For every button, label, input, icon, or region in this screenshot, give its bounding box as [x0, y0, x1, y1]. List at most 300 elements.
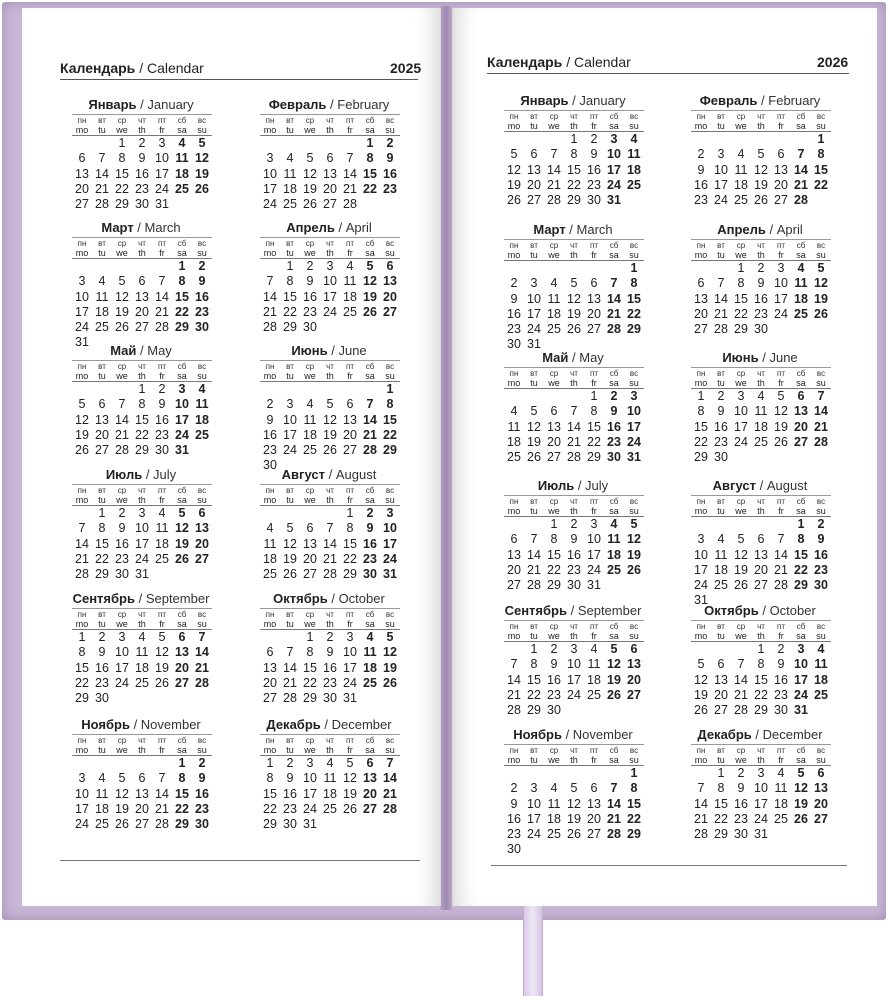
- day-cell: 13: [714, 672, 728, 687]
- month-day-grid: [504, 620, 644, 718]
- day-cell: 16: [383, 166, 397, 181]
- day-cell: 14: [363, 412, 377, 427]
- day-cell: 10: [75, 289, 89, 304]
- weekday-label-en: th: [320, 495, 340, 506]
- day-cell: 1: [590, 389, 598, 403]
- day-cell: 14: [283, 660, 297, 675]
- day-cell: 22: [754, 687, 768, 702]
- day-cell: 22: [814, 177, 828, 192]
- day-cell: 4: [346, 259, 354, 273]
- day-cell: 14: [195, 645, 209, 660]
- day-cell: 19: [343, 786, 357, 801]
- month-title: [685, 221, 835, 239]
- day-cell: 2: [326, 630, 334, 644]
- day-cell: 5: [630, 517, 638, 531]
- day-cell-empty: [320, 506, 340, 521]
- day-cell: 1: [630, 261, 638, 275]
- day-cell: 11: [95, 786, 109, 801]
- month-name-separator: /: [134, 591, 146, 606]
- weekday-label-ru: вс: [192, 360, 212, 371]
- weekday-label-ru: чт: [320, 484, 340, 495]
- day-cell: 20: [794, 419, 808, 434]
- day-cell: 8: [138, 397, 146, 412]
- day-cell: 3: [717, 147, 725, 162]
- weekday-label-ru: чт: [132, 237, 152, 248]
- day-cell: 20: [754, 562, 768, 577]
- day-cell: 31: [694, 593, 708, 608]
- day-cell: 10: [527, 291, 541, 306]
- day-cell: 15: [303, 660, 317, 675]
- day-cell: 2: [198, 259, 206, 273]
- day-cell: 22: [567, 177, 581, 192]
- day-cell: 24: [155, 181, 169, 196]
- day-cell: 1: [386, 382, 394, 396]
- day-cell: 27: [794, 434, 808, 449]
- month-name-separator: /: [568, 350, 580, 365]
- weekday-label-en: su: [624, 631, 644, 642]
- weekday-label-en: tu: [92, 619, 112, 630]
- day-cell: 21: [95, 181, 109, 196]
- weekday-label-en: sa: [791, 631, 811, 642]
- day-cell: 10: [754, 781, 768, 796]
- weekday-label-ru: сб: [791, 239, 811, 250]
- day-cell: 14: [507, 672, 521, 687]
- day-cell: 3: [158, 136, 166, 150]
- weekday-label-ru: ср: [731, 744, 751, 755]
- day-cell-empty: [260, 506, 280, 521]
- day-cell: 9: [158, 397, 166, 412]
- weekday-label-ru: вс: [380, 360, 400, 371]
- day-cell: 4: [737, 147, 745, 162]
- day-cell: 26: [754, 193, 768, 208]
- month-block-may: [66, 342, 216, 458]
- day-cell: 16: [607, 419, 621, 434]
- month-day-grid: [260, 237, 400, 335]
- day-cell: 11: [303, 412, 317, 427]
- day-cell: 30: [754, 322, 768, 337]
- day-cell-empty: [751, 132, 771, 147]
- weekday-label-ru: пн: [72, 360, 92, 371]
- day-cell: 4: [550, 276, 558, 291]
- month-name-en: September: [145, 591, 210, 606]
- day-cell: 29: [343, 567, 357, 582]
- day-cell: 17: [587, 547, 601, 562]
- weekday-label-en: we: [300, 371, 320, 382]
- weekday-label-en: tu: [280, 619, 300, 630]
- day-cell: 9: [118, 521, 126, 536]
- day-cell: 14: [607, 796, 621, 811]
- month-block-september: [498, 602, 648, 718]
- month-block-july: [498, 477, 648, 593]
- weekday-label-ru: чт: [320, 734, 340, 745]
- month-block-february: [685, 92, 835, 208]
- day-cell: 5: [118, 771, 126, 786]
- day-cell: 13: [363, 771, 377, 786]
- day-cell: 14: [714, 291, 728, 306]
- day-cell: 31: [794, 703, 808, 718]
- weekday-label-en: mo: [72, 248, 92, 259]
- day-cell: 26: [507, 193, 521, 208]
- day-cell: 28: [607, 827, 621, 842]
- weekday-label-ru: пн: [504, 744, 524, 755]
- day-cell: 5: [610, 642, 618, 656]
- day-cell: 20: [694, 306, 708, 321]
- day-cell: 27: [814, 811, 828, 826]
- weekday-label-ru: ср: [544, 495, 564, 506]
- month-block-may: [498, 349, 648, 465]
- day-cell: 9: [386, 151, 394, 166]
- day-cell: 16: [135, 166, 149, 181]
- day-cell: 5: [346, 756, 354, 770]
- day-cell: 11: [195, 397, 209, 412]
- day-cell: 19: [567, 306, 581, 321]
- day-cell: 5: [386, 630, 394, 644]
- day-cell: 27: [694, 322, 708, 337]
- day-cell: 17: [175, 412, 189, 427]
- day-cell-empty: [280, 382, 300, 397]
- day-cell-empty: [584, 261, 604, 276]
- day-cell: 1: [550, 517, 558, 531]
- day-cell: 30: [774, 703, 788, 718]
- month-name-separator: /: [755, 478, 767, 493]
- day-cell: 18: [547, 811, 561, 826]
- day-cell: 6: [550, 404, 558, 419]
- day-cell: 18: [547, 306, 561, 321]
- footer-rule: [60, 860, 420, 861]
- day-cell: 30: [547, 703, 561, 718]
- day-cell: 4: [717, 532, 725, 547]
- day-cell: 12: [814, 276, 828, 291]
- day-cell: 27: [587, 827, 601, 842]
- day-cell: 13: [263, 660, 277, 675]
- day-cell: 3: [777, 261, 785, 275]
- day-cell: 12: [343, 771, 357, 786]
- day-cell-empty: [132, 756, 152, 771]
- month-name-en: February: [768, 93, 821, 108]
- month-day-grid: [504, 495, 644, 593]
- month-block-october: [685, 602, 835, 718]
- day-cell: 5: [510, 147, 518, 162]
- weekday-label-ru: сб: [604, 495, 624, 506]
- month-title: [66, 716, 216, 734]
- day-cell: 3: [697, 532, 705, 547]
- day-cell: 12: [155, 645, 169, 660]
- day-cell: 3: [346, 630, 354, 644]
- day-cell: 26: [383, 675, 397, 690]
- day-cell: 9: [266, 412, 274, 427]
- day-cell-empty: [691, 766, 711, 781]
- day-cell: 15: [547, 547, 561, 562]
- day-cell-empty: [771, 517, 791, 532]
- weekday-label-en: we: [300, 248, 320, 259]
- weekday-label-ru: вт: [92, 360, 112, 371]
- weekday-label-ru: пт: [584, 367, 604, 378]
- weekday-label-en: sa: [360, 495, 380, 506]
- day-cell: 2: [570, 517, 578, 531]
- day-cell: 28: [343, 197, 357, 212]
- day-cell: 29: [383, 443, 397, 458]
- day-cell: 28: [323, 567, 337, 582]
- day-cell: 14: [607, 291, 621, 306]
- day-cell: 8: [366, 151, 374, 166]
- weekday-label-en: su: [380, 619, 400, 630]
- day-cell: 22: [303, 675, 317, 690]
- month-name-ru: Август: [281, 467, 325, 482]
- weekday-label-ru: ср: [112, 484, 132, 495]
- weekday-label-en: fr: [584, 631, 604, 642]
- day-cell: 16: [714, 419, 728, 434]
- day-cell: 31: [175, 443, 189, 458]
- month-title: [66, 466, 216, 484]
- day-cell: 16: [587, 162, 601, 177]
- day-cell-empty: [72, 259, 92, 274]
- day-cell: 10: [343, 645, 357, 660]
- month-name-en: December: [331, 717, 392, 732]
- weekday-label-en: we: [112, 745, 132, 756]
- weekday-label-ru: пн: [72, 484, 92, 495]
- month-title: [685, 602, 835, 620]
- day-cell: 22: [263, 801, 277, 816]
- day-cell: 1: [366, 136, 374, 150]
- weekday-label-en: tu: [524, 755, 544, 766]
- day-cell: 1: [737, 261, 745, 275]
- day-cell: 27: [587, 322, 601, 337]
- weekday-label-en: th: [320, 248, 340, 259]
- day-cell: 15: [175, 786, 189, 801]
- weekday-label-ru: вс: [811, 367, 831, 378]
- weekday-label-ru: пт: [771, 110, 791, 121]
- month-block-april: [685, 221, 835, 337]
- day-cell: 21: [507, 687, 521, 702]
- day-cell: 3: [630, 389, 638, 403]
- day-cell: 21: [527, 562, 541, 577]
- weekday-label-ru: вт: [524, 744, 544, 755]
- weekday-label-ru: чт: [132, 114, 152, 125]
- day-cell: 11: [714, 547, 728, 562]
- month-title: [254, 716, 404, 734]
- weekday-label-en: sa: [360, 371, 380, 382]
- month-day-grid: [504, 239, 644, 353]
- day-cell: 13: [774, 162, 788, 177]
- weekday-label-en: th: [751, 121, 771, 132]
- day-cell: 3: [306, 756, 314, 770]
- day-cell: 25: [95, 817, 109, 832]
- weekday-label-ru: вс: [624, 495, 644, 506]
- day-cell: 11: [263, 536, 277, 551]
- month-name-ru: Декабрь: [697, 727, 752, 742]
- day-cell: 4: [266, 521, 274, 536]
- weekday-label-ru: сб: [791, 110, 811, 121]
- day-cell: 2: [737, 766, 745, 780]
- day-cell: 5: [817, 261, 825, 275]
- day-cell: 15: [587, 419, 601, 434]
- month-block-june: [254, 342, 404, 474]
- day-cell: 13: [587, 796, 601, 811]
- day-cell: 26: [527, 450, 541, 465]
- weekday-label-ru: вс: [192, 237, 212, 248]
- day-cell: 13: [95, 412, 109, 427]
- weekday-label-ru: вс: [811, 744, 831, 755]
- day-cell: 30: [283, 817, 297, 832]
- weekday-label-ru: чт: [751, 367, 771, 378]
- day-cell: 16: [115, 536, 129, 551]
- day-cell: 24: [754, 811, 768, 826]
- day-cell-empty: [72, 756, 92, 771]
- day-cell: 23: [714, 434, 728, 449]
- day-cell: 30: [607, 450, 621, 465]
- day-cell-empty: [340, 382, 360, 397]
- day-cell: 9: [286, 771, 294, 786]
- day-cell: 23: [155, 427, 169, 442]
- day-cell: 1: [138, 382, 146, 396]
- weekday-label-en: fr: [584, 378, 604, 389]
- day-cell: 19: [607, 672, 621, 687]
- weekday-label-ru: пн: [260, 114, 280, 125]
- day-cell: 2: [386, 136, 394, 150]
- day-cell: 7: [530, 532, 538, 547]
- day-cell: 19: [754, 177, 768, 192]
- day-cell-empty: [564, 261, 584, 276]
- day-cell: 31: [627, 450, 641, 465]
- month-title: [66, 342, 216, 360]
- weekday-label-ru: ср: [544, 620, 564, 631]
- day-cell: 12: [75, 412, 89, 427]
- day-cell: 17: [734, 419, 748, 434]
- day-cell-empty: [320, 382, 340, 397]
- weekday-label-ru: сб: [172, 360, 192, 371]
- day-cell: 11: [627, 147, 641, 162]
- day-cell: 30: [135, 197, 149, 212]
- day-cell: 26: [303, 197, 317, 212]
- month-name-en: December: [762, 727, 823, 742]
- day-cell: 17: [323, 289, 337, 304]
- weekday-label-ru: пн: [504, 495, 524, 506]
- day-cell: 19: [814, 291, 828, 306]
- month-name-separator: /: [561, 727, 573, 742]
- day-cell: 20: [383, 289, 397, 304]
- day-cell: 11: [175, 151, 189, 166]
- day-cell: 13: [323, 166, 337, 181]
- day-cell: 24: [607, 177, 621, 192]
- day-cell: 14: [155, 786, 169, 801]
- day-cell: 4: [138, 630, 146, 644]
- weekday-label-ru: чт: [751, 620, 771, 631]
- day-cell: 28: [814, 434, 828, 449]
- day-cell: 28: [115, 443, 129, 458]
- day-cell: 24: [587, 562, 601, 577]
- day-cell: 17: [283, 427, 297, 442]
- weekday-label-en: fr: [771, 250, 791, 261]
- day-cell-empty: [524, 766, 544, 781]
- month-name-separator: /: [133, 220, 145, 235]
- day-cell: 19: [283, 551, 297, 566]
- day-cell: 4: [98, 274, 106, 289]
- day-cell: 17: [567, 672, 581, 687]
- day-cell-empty: [711, 261, 731, 276]
- weekday-label-ru: сб: [604, 110, 624, 121]
- weekday-label-en: th: [564, 250, 584, 261]
- header-rule: [60, 79, 418, 80]
- day-cell: 19: [363, 289, 377, 304]
- day-cell-empty: [112, 382, 132, 397]
- month-name-ru: Март: [533, 222, 566, 237]
- day-cell: 17: [135, 536, 149, 551]
- day-cell: 25: [587, 687, 601, 702]
- day-cell: 7: [386, 756, 394, 770]
- weekday-label-ru: сб: [791, 620, 811, 631]
- day-cell: 8: [386, 397, 394, 412]
- weekday-label-en: we: [300, 495, 320, 506]
- day-cell: 29: [754, 703, 768, 718]
- weekday-label-en: we: [544, 378, 564, 389]
- day-cell-empty: [280, 506, 300, 521]
- day-cell: 24: [527, 322, 541, 337]
- weekday-label-ru: пт: [584, 110, 604, 121]
- day-cell: 3: [326, 259, 334, 273]
- weekday-label-en: th: [132, 371, 152, 382]
- day-cell: 16: [283, 786, 297, 801]
- day-cell: 13: [135, 289, 149, 304]
- day-cell: 2: [717, 389, 725, 403]
- weekday-label-ru: вт: [92, 237, 112, 248]
- day-cell-empty: [300, 506, 320, 521]
- weekday-label-en: tu: [92, 371, 112, 382]
- weekday-label-ru: пт: [340, 484, 360, 495]
- day-cell: 21: [383, 786, 397, 801]
- day-cell: 24: [714, 193, 728, 208]
- day-cell: 19: [175, 536, 189, 551]
- day-cell: 3: [78, 771, 86, 786]
- weekday-label-ru: чт: [564, 495, 584, 506]
- bookmark-ribbon[interactable]: [523, 906, 543, 996]
- weekday-label-ru: сб: [791, 495, 811, 506]
- weekday-label-ru: вс: [192, 484, 212, 495]
- weekday-label-en: mo: [691, 631, 711, 642]
- month-day-grid: [691, 110, 831, 208]
- month-block-november: [66, 716, 216, 832]
- day-cell: 17: [627, 419, 641, 434]
- day-cell-empty: [260, 259, 280, 274]
- day-cell: 20: [527, 177, 541, 192]
- day-cell: 25: [547, 322, 561, 337]
- weekday-label-ru: сб: [360, 237, 380, 248]
- day-cell: 28: [195, 675, 209, 690]
- month-block-june: [685, 349, 835, 465]
- month-name-ru: Июль: [105, 467, 143, 482]
- weekday-label-en: we: [112, 371, 132, 382]
- weekday-label-ru: ср: [300, 734, 320, 745]
- weekday-label-en: sa: [791, 121, 811, 132]
- day-cell: 25: [714, 578, 728, 593]
- header-title-en: Calendar: [573, 54, 631, 70]
- day-cell-empty: [731, 517, 751, 532]
- day-cell: 23: [814, 562, 828, 577]
- day-cell: 23: [567, 562, 581, 577]
- weekday-label-ru: чт: [132, 734, 152, 745]
- day-cell: 29: [567, 193, 581, 208]
- weekday-label-en: su: [624, 378, 644, 389]
- day-cell: 23: [607, 434, 621, 449]
- day-cell: 22: [527, 687, 541, 702]
- weekday-label-ru: ср: [544, 367, 564, 378]
- day-cell: 23: [363, 551, 377, 566]
- day-cell-empty: [564, 389, 584, 404]
- weekday-label-en: mo: [260, 745, 280, 756]
- day-cell: 26: [607, 687, 621, 702]
- day-cell: 23: [195, 304, 209, 319]
- day-cell-empty: [72, 136, 92, 151]
- weekday-label-en: sa: [604, 631, 624, 642]
